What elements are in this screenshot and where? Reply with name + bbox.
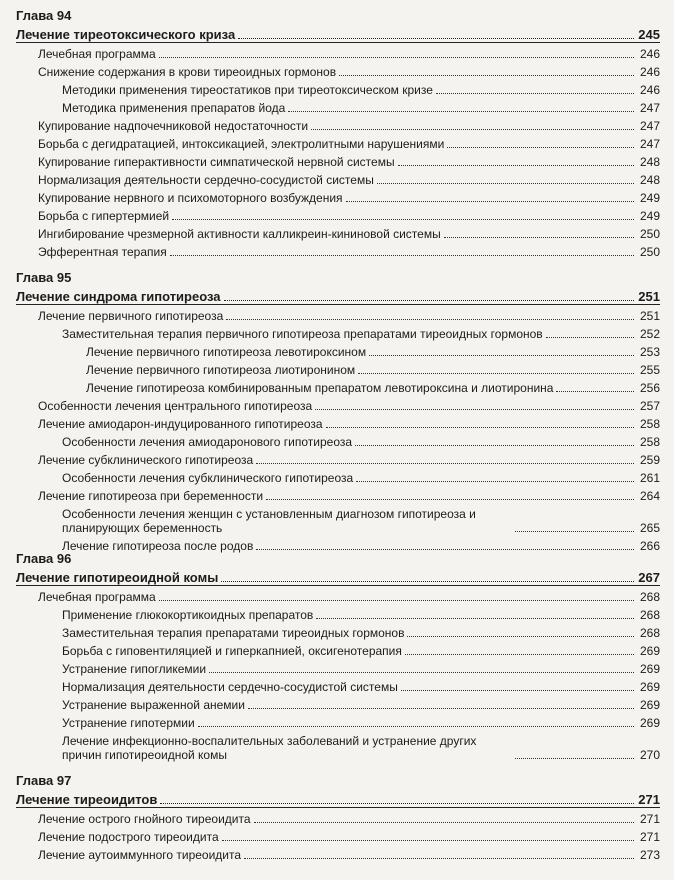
toc-entry-title: Методика применения препаратов йода: [62, 101, 286, 115]
toc-entry: [16, 377, 660, 395]
toc-entry: [16, 61, 660, 79]
chapter-number: Глава 94: [16, 8, 72, 23]
toc-entry-page-number: 261: [639, 471, 660, 485]
toc-entry-title: Особенности лечения субклинического гипотиреоза: [62, 471, 354, 485]
dot-leader: [436, 93, 634, 94]
toc-entry-page-number: 273: [639, 848, 660, 862]
dot-leader: [315, 409, 634, 410]
toc-entry-page-number: 268: [639, 608, 660, 622]
dot-leader: [256, 463, 634, 464]
dot-leader: [546, 337, 634, 338]
toc-entry-page-number: 258: [639, 417, 660, 431]
toc-entry: [16, 187, 660, 205]
toc-entry-page-number: 269: [639, 716, 660, 730]
toc-entry-page-number: 257: [639, 399, 660, 413]
toc-entry-title: Лечение амиодарон-индуцированного гипотиреоза: [38, 417, 323, 431]
toc-entry: [16, 341, 660, 359]
toc-entry-title: Нормализация деятельности сердечно-сосудистой системы: [62, 680, 398, 694]
dot-leader: [266, 499, 634, 500]
toc-entry-title: Эфферентная терапия: [38, 245, 167, 259]
dot-leader: [447, 147, 634, 148]
dot-leader: [248, 708, 634, 709]
dot-leader: [556, 391, 634, 392]
chapter-title: Лечение гипотиреоидной комы: [16, 570, 219, 585]
dot-leader: [254, 822, 634, 823]
toc-entry: [16, 151, 660, 169]
toc-entry-page-number: 250: [639, 227, 660, 241]
toc-entry-page-number: 269: [639, 698, 660, 712]
toc-entry: [16, 323, 660, 341]
toc-entry-title: Особенности лечения амиодаронового гипотиреоза: [62, 435, 353, 449]
toc-entry-title: Лечение первичного гипотиреоза левотироксином: [86, 345, 367, 359]
dot-leader: [170, 255, 634, 256]
toc-entry-page-number: 258: [639, 435, 660, 449]
toc-entry-page-number: 246: [639, 83, 660, 97]
chapter-title-row: [16, 567, 660, 586]
toc-entry-title: Устранение гипогликемии: [62, 662, 207, 676]
toc-entry-title: Особенности лечения центрального гипотиреоза: [38, 399, 313, 413]
toc-entry-page-number: 249: [639, 191, 660, 205]
toc-entry: [16, 305, 660, 323]
chapter-title-row: [16, 286, 660, 305]
toc-entry-title: Устранение выраженной анемии: [62, 698, 245, 712]
toc-entry-page-number: 266: [639, 539, 660, 553]
toc-entry: [16, 808, 660, 826]
toc-entry: [16, 413, 660, 431]
dot-leader: [316, 618, 634, 619]
dot-leader: [444, 237, 634, 238]
dot-leader: [159, 600, 634, 601]
toc-entry: [16, 431, 660, 449]
toc-entry-title: Купирование нервного и психомоторного возбуждения: [38, 191, 343, 205]
dot-leader: [355, 445, 634, 446]
dot-leader: [244, 858, 634, 859]
chapter-section: [16, 270, 660, 553]
toc-entry-page-number: 246: [639, 65, 660, 79]
dot-leader: [288, 111, 634, 112]
dot-leader: [172, 219, 634, 220]
chapter-page-number: 267: [638, 570, 660, 585]
dot-leader: [160, 803, 634, 804]
toc-entry-page-number: 250: [639, 245, 660, 259]
dot-leader: [358, 373, 634, 374]
toc-entry-title: Борьба с гиповентиляцией и гиперкапнией, оксигенотерапия: [62, 644, 402, 658]
toc-entry-page-number: 268: [639, 590, 660, 604]
dot-leader: [369, 355, 634, 356]
toc-entry-title: Нормализация деятельности сердечно-сосудистой системы: [38, 173, 374, 187]
toc-entry: [16, 97, 660, 115]
toc-entry-title: Заместительная терапия первичного гипотиреоза препаратами тиреоидных гормонов: [62, 327, 543, 341]
toc-entry-title: Устранение гипотермии: [62, 716, 195, 730]
toc-entry-title: Борьба с гипертермией: [38, 209, 170, 223]
toc-entry-page-number: 269: [639, 662, 660, 676]
toc-entry-title: Купирование гиперактивности симпатической нервной системы: [38, 155, 395, 169]
toc-entry: [16, 730, 660, 762]
toc-entry: [16, 622, 660, 640]
dot-leader: [515, 531, 634, 532]
toc-entry: [16, 503, 660, 535]
chapter-number: Глава 96: [16, 551, 72, 566]
toc-entry-page-number: 248: [639, 155, 660, 169]
dot-leader: [226, 319, 634, 320]
chapter-title-row: [16, 24, 660, 43]
dot-leader: [238, 38, 634, 39]
dot-leader: [407, 636, 634, 637]
toc-entry: [16, 826, 660, 844]
toc-entry: [16, 169, 660, 187]
toc-entry-page-number: 270: [639, 748, 660, 762]
toc-entry: [16, 449, 660, 467]
dot-leader: [221, 581, 634, 582]
toc-entry-page-number: 256: [639, 381, 660, 395]
toc-entry: [16, 359, 660, 377]
chapter-number: Глава 97: [16, 773, 72, 788]
dot-leader: [222, 840, 634, 841]
toc-entry-page-number: 246: [639, 47, 660, 61]
toc-entry: [16, 43, 660, 61]
dot-leader: [346, 201, 634, 202]
dot-leader: [256, 549, 634, 550]
toc-entry: [16, 586, 660, 604]
toc-entry-title: Борьба с дегидратацией, интоксикацией, электролитными нарушениями: [38, 137, 445, 151]
toc-entry-title: Лечение первичного гипотиреоза: [38, 309, 224, 323]
toc-entry-title: Ингибирование чрезмерной активности калликреин-кининовой системы: [38, 227, 441, 241]
toc-entry-page-number: 264: [639, 489, 660, 503]
toc-entry: [16, 712, 660, 730]
toc-entry: [16, 133, 660, 151]
dot-leader: [339, 75, 634, 76]
toc-entry-page-number: 248: [639, 173, 660, 187]
toc-entry: [16, 604, 660, 622]
toc-entry: [16, 844, 660, 862]
toc-entry-page-number: 268: [639, 626, 660, 640]
toc-entry-title: Лечение первичного гипотиреоза лиотиронином: [86, 363, 356, 377]
chapter-page-number: 245: [638, 27, 660, 42]
toc-entry-title: Лечение гипотиреоза комбинированным препаратом левотироксина и лиотиронина: [86, 381, 554, 395]
toc-entry-title: Методики применения тиреостатиков при тиреотоксическом кризе: [62, 83, 433, 97]
chapter-page-number: 271: [638, 792, 660, 807]
toc-entry: [16, 223, 660, 241]
dot-leader: [159, 57, 634, 58]
dot-leader: [311, 129, 634, 130]
toc-entry: [16, 205, 660, 223]
toc-entry: [16, 395, 660, 413]
toc-entry-page-number: 247: [639, 119, 660, 133]
toc-entry-page-number: 271: [639, 830, 660, 844]
toc-entry: [16, 467, 660, 485]
toc-entry-title: Заместительная терапия препаратами тиреоидных гормонов: [62, 626, 405, 640]
toc-entry-title: Купирование надпочечниковой недостаточности: [38, 119, 309, 133]
toc-entry-page-number: 255: [639, 363, 660, 377]
toc-entry-title: Лечение острого гнойного тиреоидита: [38, 812, 251, 826]
toc-entry-title: Лечение гипотиреоза при беременности: [38, 489, 264, 503]
toc-entry-title: Лечение гипотиреоза после родов: [62, 539, 254, 553]
toc-entry: [16, 676, 660, 694]
chapter-title: Лечение синдрома гипотиреоза: [16, 289, 221, 304]
toc-entry-page-number: 269: [639, 680, 660, 694]
dot-leader: [398, 165, 634, 166]
toc-entry-page-number: 259: [639, 453, 660, 467]
chapter-page-number: 251: [638, 289, 660, 304]
chapter-section: [16, 8, 660, 259]
dot-leader: [209, 672, 634, 673]
toc-entry-page-number: 247: [639, 101, 660, 115]
dot-leader: [356, 481, 634, 482]
toc-entry-title: Лечение подострого тиреоидита: [38, 830, 219, 844]
toc-entry: [16, 640, 660, 658]
chapter-section: [16, 551, 660, 762]
toc-entry-title: Лечение субклинического гипотиреоза: [38, 453, 254, 467]
toc-entry: [16, 241, 660, 259]
toc-entry-title: Лечение инфекционно-воспалительных заболеваний и устранение других причин гипотиреоидной комы: [62, 734, 513, 762]
chapter-title: Лечение тиреоидитов: [16, 792, 158, 807]
chapter-number: Глава 95: [16, 270, 72, 285]
toc-entry-title: Лечебная программа: [38, 590, 156, 604]
toc-entry-title: Лечение аутоиммунного тиреоидита: [38, 848, 242, 862]
toc-entry-page-number: 251: [639, 309, 660, 323]
toc-entry-page-number: 249: [639, 209, 660, 223]
toc-entry-page-number: 252: [639, 327, 660, 341]
toc-entry: [16, 79, 660, 97]
toc-entry: [16, 485, 660, 503]
dot-leader: [401, 690, 634, 691]
dot-leader: [405, 654, 634, 655]
chapter-title-row: [16, 789, 660, 808]
toc-entry-page-number: 269: [639, 644, 660, 658]
toc-entry-title: Лечебная программа: [38, 47, 156, 61]
dot-leader: [326, 427, 634, 428]
toc-entry-page-number: 253: [639, 345, 660, 359]
toc-entry-title: Особенности лечения женщин с установленным диагнозом гипотиреоза и планирующих беременность: [62, 507, 513, 535]
toc-entry-page-number: 247: [639, 137, 660, 151]
chapter-title: Лечение тиреотоксического криза: [16, 27, 236, 42]
toc-entry-title: Снижение содержания в крови тиреоидных гормонов: [38, 65, 337, 79]
toc-entry-page-number: 271: [639, 812, 660, 826]
dot-leader: [224, 300, 634, 301]
chapter-section: [16, 773, 660, 862]
toc-entry: [16, 658, 660, 676]
dot-leader: [515, 758, 634, 759]
dot-leader: [377, 183, 634, 184]
toc-entry: [16, 115, 660, 133]
toc-entry: [16, 694, 660, 712]
dot-leader: [198, 726, 634, 727]
toc-entry-title: Применение глюкокортикоидных препаратов: [62, 608, 314, 622]
toc-entry-page-number: 265: [639, 521, 660, 535]
